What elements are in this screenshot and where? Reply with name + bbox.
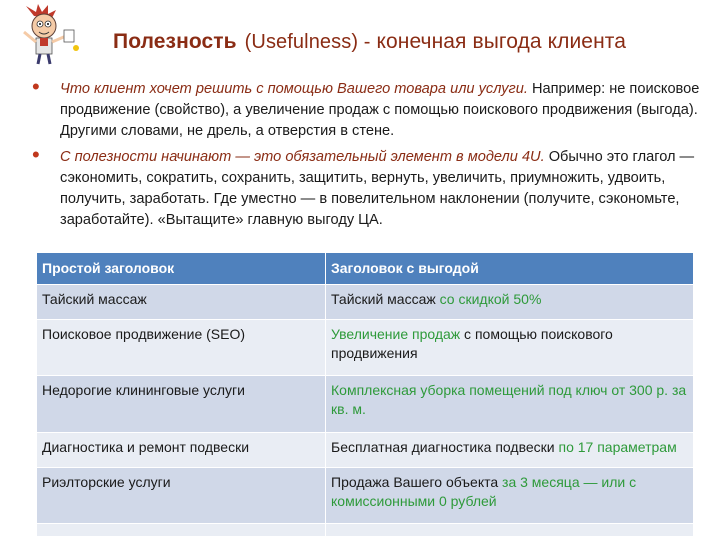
benefit-highlight: Комплексная уборка помещений под ключ от 300 р. за кв. м. — [331, 382, 687, 418]
bullet-lead: С полезности начинают — это обязательный элемент в модели 4U. — [60, 148, 545, 165]
cell-benefit-title — [326, 432, 694, 467]
bullet-lead: Что клиент хочет решить с помощью Вашего товара или услуги. — [60, 81, 528, 97]
benefit-highlight: за 3 месяца — или с комиссионными 0 рублей — [331, 473, 637, 509]
benefit-highlight: со скидкой 50% — [439, 291, 542, 307]
title-english: (Usefulness) - — [244, 31, 371, 53]
bullet-item — [30, 74, 706, 143]
bullet-item — [30, 141, 706, 232]
cell-simple-title: Поисковое продвижение (SEO) — [37, 319, 326, 376]
cell-simple-title: Риэлторские услуги — [37, 467, 326, 524]
cell-benefit-title — [326, 467, 694, 524]
cell-simple-title — [37, 524, 326, 537]
table-row — [37, 432, 694, 467]
table-row — [37, 376, 694, 433]
bullet-text: Например: не поисковое продвижение (свойство), а увеличение продаж с помощью поискового продвижения (выгода). Другими словами, не дрель, а отверстия в стене. — [60, 81, 700, 140]
cell-benefit-title — [326, 524, 694, 537]
benefit-text: с помощью поискового продвижения — [331, 325, 613, 361]
cell-benefit-title — [326, 376, 694, 433]
benefit-text: Тайский массаж — [331, 291, 440, 307]
table-row — [37, 467, 694, 524]
comparison-table — [36, 252, 694, 537]
cell-simple-title: Диагностика и ремонт подвески — [37, 432, 326, 467]
column-header-benefit: Заголовок с выгодой — [326, 253, 694, 285]
table-row — [37, 319, 694, 376]
bullet-dot-icon: • — [32, 74, 40, 99]
cell-benefit-title — [326, 285, 694, 320]
table-row — [37, 524, 694, 537]
bullet-list — [30, 74, 706, 235]
benefit-highlight: Увеличение продаж — [331, 325, 461, 342]
benefit-text: Бесплатная диагностика подвески — [331, 438, 559, 455]
title-rest: конечная выгода клиента — [376, 30, 627, 53]
cell-simple-title: Тайский массаж — [37, 285, 326, 320]
cell-benefit-title — [326, 319, 694, 376]
table-row — [37, 285, 694, 320]
bullet-dot-icon: • — [32, 141, 40, 167]
bullet-text: Обычно это глагол — сэкономить, сократить, сохранить, защитить, вернуть, увеличить, приумножить, удвоить, получить, заработать. Где уместно — в повелительном наклонении (получите, сэкономьте, заработайте). «Вытащите» главную выгоду ЦА. — [60, 148, 695, 229]
cell-simple-title: Недорогие клининговые услуги — [37, 376, 326, 433]
table-header-row — [37, 253, 694, 285]
title-main: Полезность — [113, 30, 237, 53]
benefit-text: Продажа Вашего объекта — [331, 473, 503, 490]
page-title — [113, 30, 626, 54]
column-header-simple: Простой заголовок — [37, 253, 326, 285]
benefit-highlight: по 17 параметрам — [558, 438, 677, 455]
mascot-illustration — [16, 2, 86, 66]
